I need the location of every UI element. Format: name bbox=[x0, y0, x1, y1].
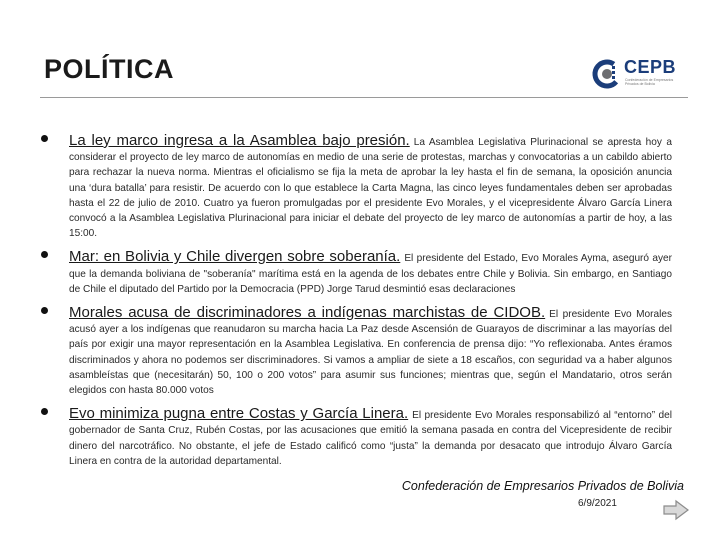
logo-subtitle: Confederación de Empresarios Privados de Bolivia bbox=[625, 78, 674, 86]
news-item-text bbox=[69, 406, 672, 469]
news-item-text bbox=[69, 133, 672, 241]
footer-date: 6/9/2021 bbox=[578, 498, 617, 509]
news-item bbox=[40, 133, 672, 241]
news-headline[interactable]: Morales acusa de discriminadores a indígenas marchistas de CIDOB. bbox=[69, 304, 546, 322]
bullet-icon bbox=[41, 307, 48, 314]
bullet-icon bbox=[41, 135, 48, 142]
news-item bbox=[40, 249, 672, 297]
news-item-text bbox=[69, 249, 672, 297]
page-title: POLÍTICA bbox=[44, 54, 174, 84]
logo-name: CEPB bbox=[624, 57, 677, 77]
news-item bbox=[40, 406, 672, 469]
bullet-icon bbox=[41, 251, 48, 258]
cepb-logo-icon bbox=[592, 58, 622, 90]
news-body: El presidente Evo Morales acusó ayer a los indígenas que reanudaron su marcha hacia La Paz desde Ascensión de Guarayos de discriminar a las mayorías del país por exigir una mayor representación en la Asamblea Legislativa. En conferencia de prensa dijo: “Yo reflexionaba. Antes éramos discriminados y ahora no podemos ser discriminadores. Si vamos a ampliar de siete a 18 escaños, con seguridad va a haber algunos asambleístas que (necesitarán) 50, 100 o 200 votos” para asumir sus funciones; mientras que, según el Mandatario, otros serán elegidos con hasta 80.000 votos bbox=[69, 309, 672, 397]
news-headline[interactable]: Mar: en Bolivia y Chile divergen sobre soberanía. bbox=[69, 248, 401, 266]
news-body: El presidente del Estado, Evo Morales Ayma, aseguró ayer que la demanda boliviana de "soberanía" marítima está en la agenda de los debates entre Chile y Bolivia. Sin embargo, en Santiago de Chile el diputado del Partido por la Democracia (PPD) Jorge Tarud desmintió esas declaraciones bbox=[69, 253, 672, 295]
cepb-logo bbox=[592, 56, 692, 92]
footer-organization: Confederación de Empresarios Privados de Bolivia bbox=[401, 479, 684, 493]
news-body: El presidente Evo Morales responsabilizó al “entorno” del gobernador de Santa Cruz, Rubén Costas, por las acusaciones que emitió la semana pasada en contra del Vicepresidente de recibir dinero del narcotráfico. No obstante, el jefe de Estado calificó como “justa” la demanda por desacato que introdujo Álvaro García Linera en contra de la autoridad departamental. bbox=[69, 410, 672, 467]
news-headline[interactable]: Evo minimiza pugna entre Costas y García Linera. bbox=[69, 405, 409, 423]
news-headline[interactable]: La ley marco ingresa a la Asamblea bajo presión. bbox=[69, 132, 410, 149]
news-item bbox=[40, 305, 672, 398]
bullet-icon bbox=[41, 408, 48, 415]
news-body: La Asamblea Legislativa Plurinacional se apresta hoy a considerar el proyecto de ley marco de autonomías en medio de una serie de protestas, marchas y convocatorias a un cabildo abierto para rechazar la nueva norma. Mientras el oficialismo se fija la meta de aprobar la ley hasta el fin de semana, la oposición anuncia una ‘dura batalla’ para resistir. De acuerdo con lo que establece la Carta Magna, las cinco leyes fundamentales deben ser aprobadas hasta el 22 de julio de 2010. Cuatro ya fueron promulgadas por el presidente Evo Morales, y el vicepresidente Álvaro García Linera convocó a la Asamblea Legislativa Plurinacional para iniciar el debate del proyecto de ley marco de autonomías a partir de hoy, a las 15:00. bbox=[69, 137, 673, 240]
news-list bbox=[40, 133, 672, 477]
news-item-text bbox=[69, 305, 672, 398]
arrow-right-icon[interactable] bbox=[662, 499, 690, 521]
title-divider bbox=[40, 97, 688, 98]
